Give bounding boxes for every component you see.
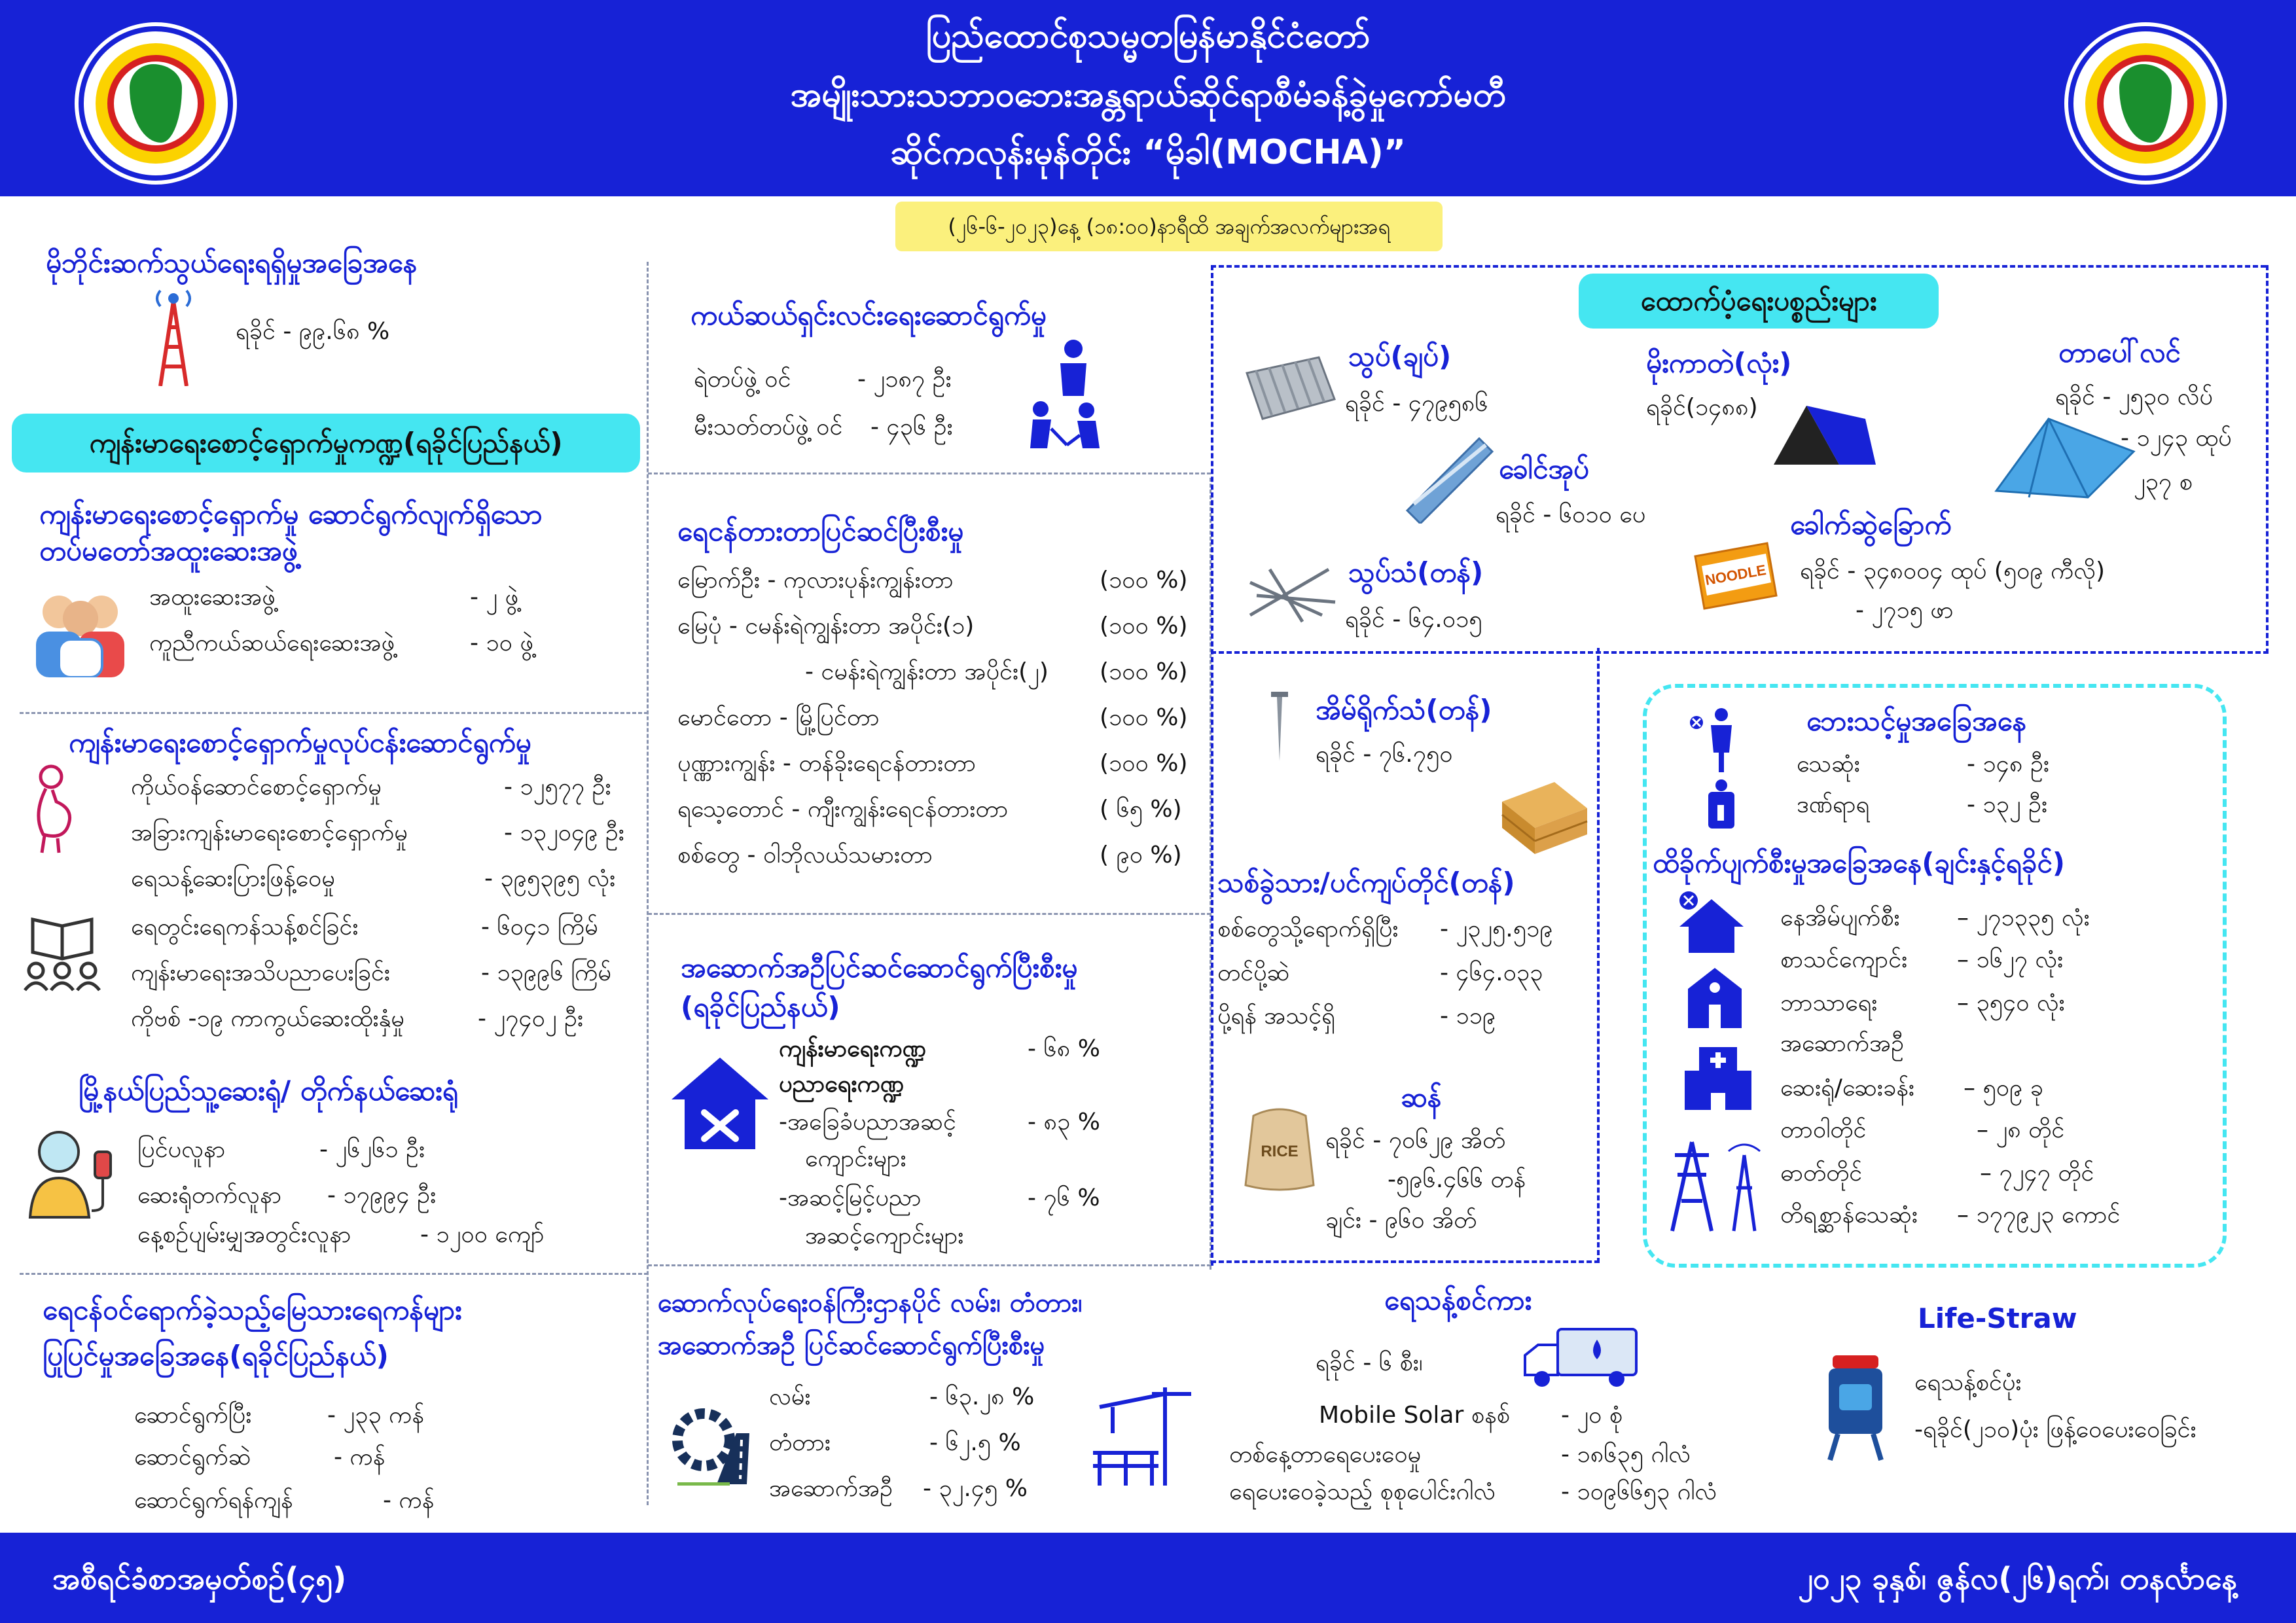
house-damage-icon: [1676, 890, 1748, 955]
damage-row-3-label: ဘာသာရေး: [1780, 990, 1878, 1016]
water-truck-icon: [1518, 1325, 1643, 1391]
rice-line-3: ချင်း - ၉၆၀ အိတ်: [1325, 1207, 1477, 1234]
construction-row-1-value: - ၆၃.၂၈ %: [929, 1383, 1035, 1410]
embankment-row-6-label: ရသေ့တောင် - ကျီးကျွန်းရေငန်တားတာ: [677, 796, 1009, 823]
header-title-line1: ပြည်ထောင်စုသမ္မတမြန်မာနိုင်ငံတော်: [925, 16, 1371, 56]
noodle-line-2: - ၂၇၁၅ ဖာ: [1856, 597, 1954, 624]
embankment-row-4-value: (၁၀၀ %): [1100, 704, 1188, 731]
casualties-row-1-value: - ၁၄၈ ဦး: [1967, 751, 2050, 777]
water-truck-row-4-value: - ၁၀၉၆၆၅၃ ဂါလံ: [1561, 1478, 1717, 1505]
water-truck-row-2-label: Mobile Solar စနစ်: [1319, 1402, 1510, 1429]
gutter-value: ရခိုင် - ၆၀၁၀ ပေ: [1496, 501, 1646, 528]
rescue-row-1-label: ရဲတပ်ဖွဲ့ ဝင်: [694, 366, 791, 393]
header-title-line3: ဆိုင်ကလုန်းမုန်တိုင်း “မိုခါ(MOCHA)”: [890, 133, 1406, 172]
tarpaulin-line-3: ၂၃၇ စ: [2134, 469, 2193, 495]
health-activity-row-6-value: - ၂၇၄၀၂ ဦး: [478, 1005, 584, 1032]
embankment-row-1-value: (၁၀၀ %): [1100, 567, 1188, 594]
ponds-repair-row-2-value: - ကန်: [334, 1444, 386, 1471]
hospital-row-1-label: ပြင်ပလူနာ: [137, 1136, 226, 1163]
health-teams-row-2-value: - ၁၀ ဖွဲ့: [470, 630, 533, 656]
embankment-row-4-label: မောင်တော - မြို့ပြင်တာ: [677, 704, 880, 731]
damage-row-7-label: ဓာတ်တိုင်: [1780, 1160, 1863, 1186]
damage-row-1-label: နေအိမ်ပျက်စီး: [1780, 904, 1900, 931]
buildings-row-5-label: -အဆင့်မြင့်ပညာ: [779, 1185, 922, 1211]
hospital-row-1-value: - ၂၆၂၆၁ ဦး: [319, 1136, 425, 1163]
emblem-logo-left: [79, 26, 233, 181]
divider-mid-1: [648, 473, 1211, 474]
health-activity-row-6-label: ကိုဗစ် -၁၉ ကာကွယ်ဆေးထိုးနှံမှု: [131, 1005, 404, 1032]
ponds-repair-title-line2: ပြုပြင်မှုအခြေအနေ(ရခိုင်ပြည်နယ်): [43, 1340, 389, 1372]
hospital-icon: [1682, 1041, 1754, 1113]
rice-title: ဆန်: [1401, 1081, 1442, 1113]
date-note: (၂၆-၆-၂၀၂၃)နေ့ (၁၈:၀၀)နာရီထိ အချက်အလက်များအရ: [895, 202, 1443, 251]
water-truck-row-3-value: - ၁၈၆၃၅ ဂါလံ: [1561, 1441, 1691, 1468]
health-teams-row-1-label: အထူးဆေးအဖွဲ့: [149, 584, 276, 611]
nails-title: သွပ်သံ(တန်): [1348, 556, 1484, 588]
education-group-icon: [20, 913, 105, 991]
water-truck-row-4-label: ရေပေးဝေခဲ့သည့် စုစုပေါင်းဂါလံ: [1229, 1478, 1496, 1505]
footer-banner: [0, 1533, 2296, 1623]
house-tools-icon: [668, 1054, 772, 1152]
health-sector-banner: ကျန်းမာရေးစောင့်ရှောက်မှုကဏ္ဍ(ရခိုင်ပြည်နယ်): [12, 414, 640, 473]
rice-line-2: -၅၉၆.၄၆၆ တန်: [1388, 1166, 1526, 1193]
report-number: အစီရင်ခံစာအမှတ်စဉ်(၄၅): [52, 1561, 347, 1596]
timber-title: သစ်ခွဲသား/ပင်ကျပ်တိုင်(တန်): [1217, 866, 1515, 899]
health-activity-row-3-value: - ၃၉၅၃၉၅ လုံး: [484, 865, 616, 892]
construction-row-2-label: တံတား: [769, 1429, 831, 1456]
noodle-title: ခေါက်ဆွဲခြောက်: [1790, 508, 1952, 541]
damage-row-8-label: တိရစ္ဆာန်သေဆုံး: [1780, 1202, 1918, 1228]
supplies-frame-inner-divider: [1597, 648, 1602, 1263]
timber-row-3-value: - ၁၁၉: [1440, 1003, 1496, 1029]
zinc-value: ရခိုင် - ၄၇၉၅၈၆: [1345, 390, 1488, 417]
rescue-title: ကယ်ဆယ်ရှင်းလင်းရေးဆောင်ရွက်မှု: [691, 299, 1047, 331]
timber-row-1-value: - ၂၃၂၅.၅၁၉: [1440, 916, 1553, 942]
power-tower-icon: [1666, 1135, 1777, 1234]
water-truck-row-2-value: - ၂၀ စုံ: [1561, 1402, 1623, 1429]
damage-row-5-label: ဆေးရုံ/ဆေးခန်း: [1780, 1075, 1914, 1101]
patient-icon: [26, 1126, 115, 1221]
supplies-frame-bottom: [1211, 1260, 1600, 1263]
noodle-line-1: ရခိုင် - ၃၄၈၀၀၄ ထုပ် (၅၀၉ ကီလို): [1800, 558, 2106, 584]
buildings-row-1-value: - ၆၈ %: [1028, 1035, 1100, 1062]
embankment-row-3-label: - ငမန်းရဲကျွန်းတာ အပိုင်း(၂): [805, 658, 1049, 685]
casualties-row-2-value: - ၁၃၂ ဦး: [1967, 791, 2048, 818]
health-activity-row-4-label: ရေတွင်းရေကန်သန့်စင်ခြင်း: [131, 914, 359, 940]
water-truck-row-3-label: တစ်နေ့တာရေပေးဝေမှု: [1229, 1441, 1422, 1468]
divider-left-2: [20, 1273, 648, 1275]
health-activity-row-5-value: - ၁၃၉၉၆ ကြိမ်: [481, 959, 611, 986]
timber-row-3-label: ပို့ရန် အသင့်ရှိ: [1217, 1003, 1335, 1029]
health-activity-row-4-value: - ၆၀၄၁ ကြိမ်: [481, 914, 598, 940]
embankment-row-7-label: စစ်တွေ - ဝါဘိုလယ်သမားတာ: [677, 842, 933, 868]
damage-row-1-value: – ၂၇၁၃၃၅ လုံး: [1957, 904, 2090, 931]
ponds-repair-row-3-value: - ကန်: [383, 1487, 435, 1514]
rice-line-1: ရခိုင် - ၇၀၆၂၉ အိတ်: [1325, 1127, 1505, 1154]
divider-left-1: [20, 712, 648, 714]
school-icon: [1685, 965, 1744, 1031]
health-activity-row-2-label: အခြားကျန်းမာရေးစောင့်ရှောက်မှု: [131, 819, 408, 846]
water-truck-title: ရေသန့်စင်ကား: [1384, 1284, 1532, 1316]
doctors-icon: [29, 586, 131, 677]
header-title-line2: အမျိုးသားသဘာဝဘေးအန္တရာယ်ဆိုင်ရာစီမံခန့်ခွဲမှုကော်မတီ: [790, 75, 1506, 115]
construction-row-1-label: လမ်း: [769, 1383, 811, 1410]
zinc-title: သွပ်(ချပ်): [1348, 340, 1452, 372]
road-gear-icon: [664, 1400, 756, 1486]
buildings-row-4-label: ကျောင်းများ: [805, 1145, 906, 1172]
embankment-row-2-value: (၁၀၀ %): [1100, 613, 1188, 639]
health-teams-title: ကျန်းမာရေးစောင့်ရှောက်မှု ဆောင်ရွက်လျက်ရှိသော တပ်မတော်အထူးဆေးအဖွဲ့: [39, 498, 543, 567]
hospital-row-2-label: ဆေးရုံတက်လူနာ: [137, 1182, 282, 1209]
buildings-row-1-label: ကျန်းမာရေးကဏ္ဍ: [779, 1035, 926, 1062]
emblem-logo-right: [2068, 26, 2223, 181]
header-banner: [0, 0, 2296, 196]
health-teams-row-2-label: ကူညီကယ်ဆယ်ရေးဆေးအဖွဲ့: [149, 630, 395, 656]
construction-title-line2: အဆောက်အဦ ပြင်ဆင်ဆောင်ရွက်ပြီးစီးမှု: [658, 1330, 1045, 1361]
damage-row-4-label: အဆောက်အဦ: [1780, 1030, 1905, 1057]
tarpaulin-title: တာပေါ်လင်: [2058, 336, 2181, 368]
buildings-row-3-value: - ၈၃ %: [1028, 1109, 1100, 1135]
gutter-icon: [1401, 432, 1499, 524]
casualties-title: ဘေးသင့်မှုအခြေအနေ: [1806, 705, 2027, 737]
tent-title: မိုးကာတဲ(လုံး): [1646, 347, 1792, 379]
timber-row-2-label: တင်ပို့ဆဲ: [1217, 959, 1290, 986]
zinc-sheet-icon: [1240, 353, 1338, 422]
embankment-row-7-value: ( ၉၀ %): [1100, 842, 1182, 868]
life-straw-line-2: -ရခိုင်(၂၁၀)ပုံး ဖြန့်ဝေပေးဝေခြင်း: [1914, 1416, 2197, 1443]
noodle-pack-label: NOODLE: [1704, 562, 1768, 589]
building-nails-value: ရခိုင် - ၇၆.၇၅၀: [1316, 741, 1453, 768]
embankment-row-1-label: မြောက်ဦး - ကုလားပုန်းကျွန်းတာ: [677, 567, 954, 594]
buildings-row-6-label: အဆင့်ကျောင်းများ: [805, 1222, 964, 1249]
telecom-rakhine-line: ရခိုင် - ၉၉.၆၈ %: [236, 318, 390, 345]
health-activity-row-1-value: - ၁၂၅၇၇ ဦး: [504, 774, 611, 800]
timber-row-2-value: - ၄၆၄.၀၃၃: [1440, 959, 1543, 986]
embankment-title: ရေငန်တားတာပြင်ဆင်ပြီးစီးမှု: [677, 515, 964, 547]
tarpaulin-line-2: - ၁၂၄၃ ထုပ်: [2121, 425, 2232, 452]
signal-tower-icon: [147, 288, 200, 386]
divider-mid-2: [648, 913, 1211, 915]
casualties-row-1-label: သေဆုံး: [1797, 751, 1860, 777]
damage-row-5-value: – ၅၀၉ ခု: [1964, 1075, 2043, 1101]
timber-icon: [1496, 776, 1594, 857]
rice-sack-label: RICE: [1261, 1143, 1299, 1160]
life-straw-line-1: ရေသန့်စင်ပုံး: [1914, 1369, 2022, 1396]
casualties-row-2-label: ဒဏ်ရာရ: [1797, 791, 1870, 818]
life-straw-title: Life-Straw: [1918, 1302, 2077, 1334]
nails-icon: [1244, 556, 1338, 625]
health-activity-row-5-label: ကျန်းမာရေးအသိပညာပေးခြင်း: [131, 959, 391, 986]
injured-person-icon: [1689, 707, 1741, 838]
nail-icon: [1270, 690, 1289, 762]
embankment-row-5-label: ပုဏ္ဏားကျွန်း - တန်ခိုးရေငန်တားတာ: [677, 750, 977, 777]
embankment-row-2-label: မြေပုံ - ငမန်းရဲကျွန်းတာ အပိုင်း(၁): [677, 613, 975, 639]
damage-row-2-value: – ၁၆၂၇ လုံး: [1957, 946, 2064, 973]
ponds-repair-row-2-label: ဆောင်ရွက်ဆဲ: [134, 1444, 251, 1471]
health-teams-row-1-value: - ၂ ဖွဲ့: [470, 584, 519, 611]
tarpaulin-icon: [1990, 406, 2140, 501]
tent-icon: [1767, 393, 1878, 471]
construction-row-3-label: အဆောက်အဦ: [769, 1475, 893, 1502]
embankment-row-3-value: (၁၀၀ %): [1100, 658, 1188, 685]
telecom-title: မိုဘိုင်းဆက်သွယ်ရေးရရှိမှုအခြေအနေ: [46, 247, 418, 279]
noodle-pack-icon: [1689, 537, 1780, 615]
hospitals-title: မြို့နယ်ပြည်သူ့ဆေးရုံ/ တိုက်နယ်ဆေးရုံ: [79, 1075, 458, 1107]
health-activity-row-3-label: ရေသန့်ဆေးပြားဖြန့်ဝေမှု: [131, 865, 335, 892]
rescue-row-2-value: - ၄၃၆ ဦး: [870, 414, 953, 440]
pregnant-woman-icon: [26, 762, 79, 854]
report-date: ၂၀၂၃ ခုနှစ်၊ ဇွန်လ(၂၆)ရက်၊ တနင်္လာနေ့: [1798, 1561, 2237, 1596]
embankment-row-6-value: ( ၆၅ %): [1100, 796, 1182, 823]
supplies-banner: ထောက်ပံ့ရေးပစ္စည်းများ: [1579, 274, 1939, 329]
damage-row-2-label: စာသင်ကျောင်း: [1780, 946, 1908, 973]
damage-row-8-value: – ၁၇၇၉၂၃ ကောင်: [1957, 1202, 2121, 1228]
divider-mid-3: [648, 1264, 1211, 1266]
construction-row-3-value: - ၃၂.၄၅ %: [923, 1475, 1028, 1502]
damage-row-3-value: – ၃၅၄၀ လုံး: [1957, 990, 2065, 1016]
water-truck-row-1-label: ရခိုင် - ၆ စီး၊: [1316, 1349, 1423, 1376]
ponds-repair-title-line1: ရေငန်ဝင်ရောက်ခဲ့သည့်မြေသားရေကန်များ: [43, 1294, 462, 1326]
nails-value: ရခိုင် - ၆၄.၀၁၅: [1345, 606, 1482, 633]
hospital-row-2-value: - ၁၇၉၉၄ ဦး: [327, 1182, 437, 1209]
buildings-row-5-value: - ၇၆ %: [1028, 1185, 1100, 1211]
crane-bridge-icon: [1086, 1381, 1198, 1492]
ponds-repair-row-1-value: - ၂၃၃ ကန်: [327, 1402, 424, 1429]
embankment-row-5-value: (၁၀၀ %): [1100, 750, 1188, 777]
buildings-row-3-label: -အခြေခံပညာအဆင့်: [779, 1109, 956, 1135]
column-divider-1: [647, 262, 649, 1505]
ponds-repair-row-3-label: ဆောင်ရွက်ရန်ကျန်: [134, 1487, 293, 1514]
construction-row-2-value: - ၆၂.၅ %: [929, 1429, 1021, 1456]
damage-row-7-value: – ၇၂၄၇ တိုင်: [1980, 1160, 2094, 1186]
hospital-row-3-label: နေ့စဉ်ပျမ်းမျှအတွင်းလူနာ: [137, 1221, 351, 1248]
tarpaulin-line-1: ရခိုင် - ၂၅၃၀ လိပ်: [2055, 383, 2213, 410]
buildings-title-line1: အဆောက်အဦပြင်ဆင်ဆောင်ရွက်ပြီးစီးမှု: [681, 952, 1078, 984]
damage-row-6-label: တာဝါတိုင်: [1780, 1116, 1867, 1143]
hospital-row-3-value: - ၁၂၀၀ ကျော်: [420, 1221, 545, 1248]
buildings-row-2-label: ပညာရေးကဏ္ဍ: [779, 1071, 905, 1097]
damage-title: ထိခိုက်ပျက်စီးမှုအခြေအနေ(ချင်းနှင့်ရခိုင်): [1653, 847, 2065, 879]
ponds-repair-row-1-label: ဆောင်ရွက်ပြီး: [134, 1402, 252, 1429]
health-activities-title: ကျန်းမာရေးစောင့်ရှောက်မှုလုပ်ငန်းဆောင်ရွက်မှု: [69, 726, 531, 758]
rescue-row-2-label: မီးသတ်တပ်ဖွဲ့ ဝင်: [694, 414, 843, 440]
rice-sack-icon: [1240, 1103, 1319, 1194]
gutter-title: ခေါင်အုပ်: [1499, 453, 1589, 485]
water-filter-icon: [1820, 1351, 1892, 1463]
tent-value: ရခိုင်(၁၄၈၈): [1646, 394, 1758, 421]
construction-title-line1: ဆောက်လုပ်ရေးဝန်ကြီးဌာနပိုင် လမ်း၊ တံတား၊: [658, 1288, 1083, 1318]
buildings-title-line2: (ရခိုင်ပြည်နယ်): [681, 991, 840, 1023]
building-nails-title: အိမ်ရိုက်သံ(တန်): [1316, 694, 1492, 726]
health-activity-row-2-value: - ၁၃၂၀၄၉ ဦး: [504, 819, 624, 846]
timber-row-1-label: စစ်တွေသို့ရောက်ရှိပြီး: [1217, 916, 1399, 942]
rescue-workers-icon: [1021, 337, 1106, 455]
rescue-row-1-value: - ၂၁၈၇ ဦး: [857, 366, 952, 393]
damage-row-6-value: – ၂၈ တိုင်: [1977, 1116, 2065, 1143]
health-activity-row-1-label: ကိုယ်ဝန်ဆောင်စောင့်ရှောက်မှု: [131, 774, 382, 800]
